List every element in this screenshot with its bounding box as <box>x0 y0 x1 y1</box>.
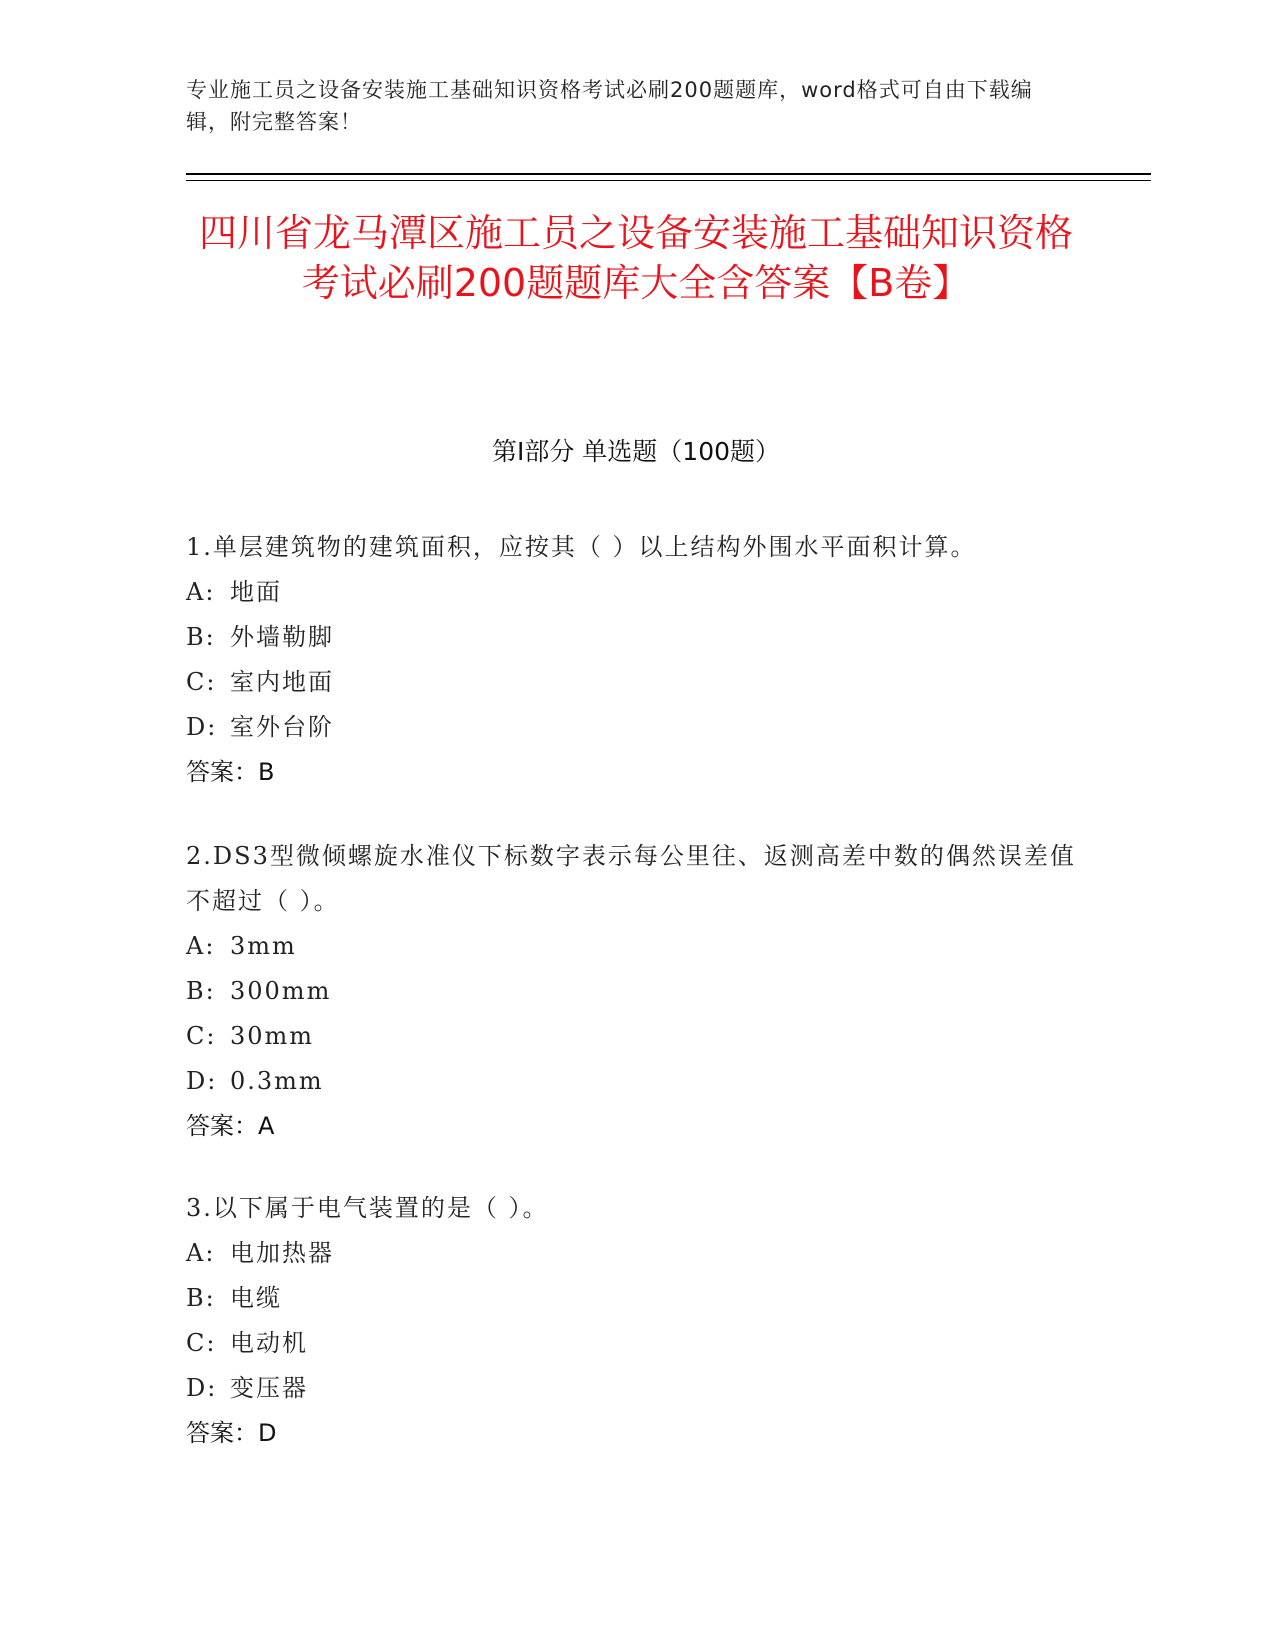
option-letter: A: <box>186 932 216 960</box>
option-a <box>186 570 1086 615</box>
option-letter: D: <box>186 1067 218 1095</box>
option-text: 电缆 <box>230 1284 282 1312</box>
option-b <box>186 1276 1086 1321</box>
header-note: 专业施工员之设备安装施工基础知识资格考试必刷200题题库，word格式可自由下载编辑，附完整答案！ <box>186 78 1033 134</box>
answer-line: 答案：B <box>186 758 275 786</box>
option-a <box>186 924 1086 969</box>
answer-line: 答案：D <box>186 1419 277 1447</box>
header-rule-thick <box>186 173 1151 175</box>
question-3 <box>186 1186 1086 1456</box>
option-text: 外墙勒脚 <box>230 623 334 651</box>
question-1 <box>186 525 1086 795</box>
option-letter: C: <box>186 1329 217 1357</box>
question-stem: 1.单层建筑物的建筑面积，应按其（ ）以上结构外围水平面积计算。 <box>186 533 977 561</box>
answer-line: 答案：A <box>186 1112 275 1140</box>
option-letter: D: <box>186 1374 218 1402</box>
header-rule-thin <box>186 180 1151 181</box>
question-stem: 3.以下属于电气装置的是（ ）。 <box>186 1194 549 1222</box>
option-text: 变压器 <box>230 1374 308 1402</box>
option-text: 地面 <box>230 578 282 606</box>
option-text: 室外台阶 <box>230 713 334 741</box>
option-b <box>186 615 1086 660</box>
option-c <box>186 1014 1086 1059</box>
option-d <box>186 705 1086 750</box>
option-text: 电动机 <box>230 1329 308 1357</box>
option-letter: A: <box>186 578 216 606</box>
option-text: 300mm <box>230 977 332 1005</box>
option-c <box>186 1321 1086 1366</box>
question-stem: 2.DS3型微倾螺旋水准仪下标数字表示每公里往、返测高差中数的偶然误差值不超过（ ）。 <box>186 842 1076 915</box>
option-d <box>186 1366 1086 1411</box>
section-heading: 第I部分 单选题（100题） <box>491 437 781 466</box>
document-title: 四川省龙马潭区施工员之设备安装施工基础知识资格考试必刷200题题库大全含答案【B卷】 <box>198 211 1073 305</box>
option-text: 室内地面 <box>230 668 334 696</box>
option-c <box>186 660 1086 705</box>
option-letter: C: <box>186 1022 217 1050</box>
option-letter: B: <box>186 1284 216 1312</box>
option-b <box>186 969 1086 1014</box>
option-a <box>186 1231 1086 1276</box>
option-letter: B: <box>186 623 216 651</box>
option-letter: B: <box>186 977 216 1005</box>
option-letter: C: <box>186 668 217 696</box>
option-text: 3mm <box>230 932 297 960</box>
option-letter: A: <box>186 1239 216 1267</box>
option-text: 电加热器 <box>230 1239 334 1267</box>
question-2 <box>186 834 1086 1149</box>
option-text: 0.3mm <box>230 1067 324 1095</box>
option-d <box>186 1059 1086 1104</box>
option-letter: D: <box>186 713 218 741</box>
option-text: 30mm <box>230 1022 315 1050</box>
